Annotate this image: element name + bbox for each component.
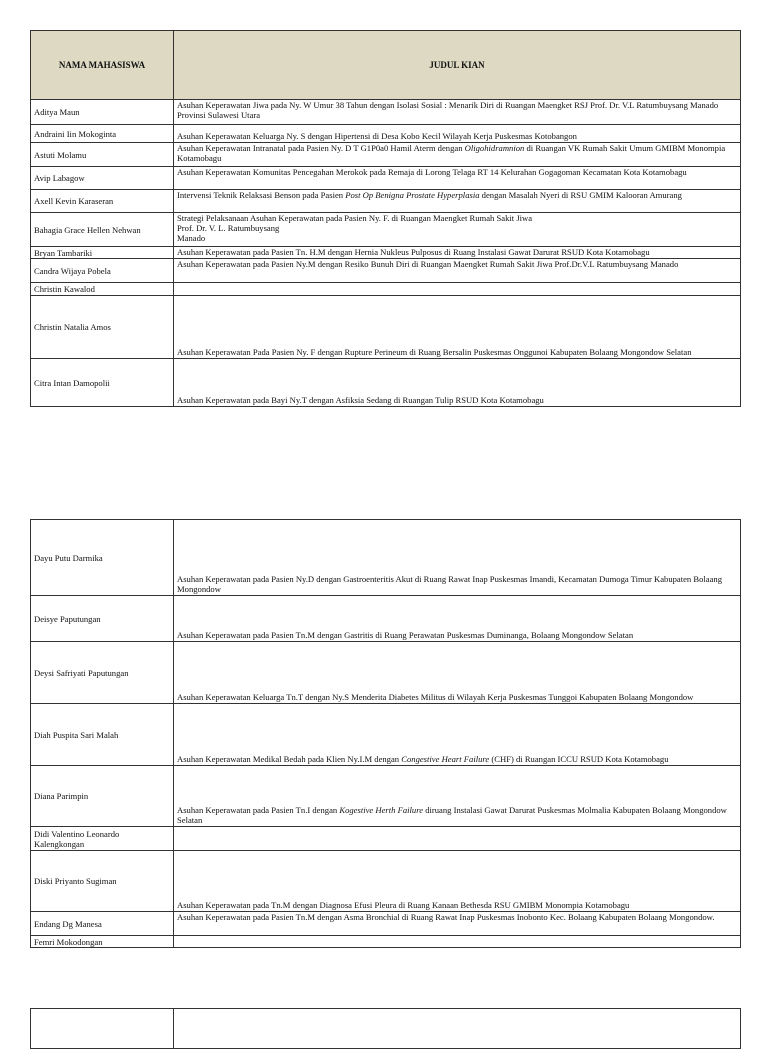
student-name: Bahagia Grace Hellen Nehwan xyxy=(31,213,174,247)
student-name: Diana Parimpin xyxy=(31,766,174,827)
table-row xyxy=(31,143,741,167)
table-row xyxy=(31,259,741,283)
thesis-title: Asuhan Keperawatan Jiwa pada Ny. W Umur 38 Tahun dengan Isolasi Sosial : Menarik Diri di Ruangan Maengket RSJ Prof. Dr. V.L Ratumbuysang Manado Provinsi Sulawesi Utara xyxy=(174,100,741,125)
thesis-title: Asuhan Keperawatan Intranatal pada Pasien Ny. D T G1P0a0 Hamil Aterm dengan Oligohidramnion di Ruangan VK Rumah Sakit Umum GMIBM Monompia Kotamobagu xyxy=(174,143,741,167)
student-name: Aditya Maun xyxy=(31,100,174,125)
thesis-title xyxy=(174,283,741,296)
table-row xyxy=(31,100,741,125)
thesis-title: Asuhan Keperawatan pada Bayi Ny.T dengan Asfiksia Sedang di Ruangan Tulip RSUD Kota Kotamobagu xyxy=(174,359,741,407)
thesis-title xyxy=(174,1009,741,1049)
table-row xyxy=(31,520,741,596)
table-row xyxy=(31,704,741,766)
thesis-title: Asuhan Keperawatan Komunitas Pencegahan Merokok pada Remaja di Lorong Telaga RT 14 Kelurahan Gogagoman Kecamatan Kota Kotamobagu xyxy=(174,167,741,190)
table-row xyxy=(31,247,741,259)
student-name: Diah Puspita Sari Malah xyxy=(31,704,174,766)
thesis-title: Asuhan Keperawatan pada Pasien Tn.M dengan Gastritis di Ruang Perawatan Puskesmas Duminanga, Bolaang Mongondow Selatan xyxy=(174,596,741,642)
table-row xyxy=(31,283,741,296)
table-row xyxy=(31,296,741,359)
student-name: Didi Valentino Leonardo Kalengkongan xyxy=(31,827,174,851)
thesis-title xyxy=(174,936,741,948)
student-name xyxy=(31,1009,174,1049)
student-name: Endang Dg Manesa xyxy=(31,912,174,936)
table-row xyxy=(31,125,741,143)
table-row xyxy=(31,359,741,407)
kian-table-2 xyxy=(30,519,741,948)
thesis-title: Asuhan Keperawatan pada Pasien Tn.I dengan Kogestive Herth Failure diruang Instalasi Gawat Darurat Puskesmas Molmalia Kabupaten Bolaang Mongondow Selatan xyxy=(174,766,741,827)
student-name: Avip Labagow xyxy=(31,167,174,190)
thesis-title: Asuhan Keperawatan pada Pasien Ny.M dengan Resiko Bunuh Diri di Ruangan Maengket Rumah Sakit Jiwa Prof.Dr.V.L Ratumbuysang Manado xyxy=(174,259,741,283)
table-row xyxy=(31,766,741,827)
thesis-title: Asuhan Keperawatan pada Pasien Ny.D dengan Gastroenteritis Akut di Ruang Rawat Inap Puskesmas Imandi, Kecamatan Dumoga Timur Kabupaten Bolaang Mongondow xyxy=(174,520,741,596)
thesis-title: Asuhan Keperawatan Keluarga Tn.T dengan Ny.S Menderita Diabetes Militus di Wilayah Kerja Puskesmas Tunggoi Kabupaten Bolaang Mongondow xyxy=(174,642,741,704)
thesis-title: Asuhan Keperawatan Keluarga Ny. S dengan Hipertensi di Desa Kobo Kecil Wilayah Kerja Puskesmas Kotobangon xyxy=(174,125,741,143)
student-name: Astuti Molamu xyxy=(31,143,174,167)
table-row xyxy=(31,642,741,704)
table-row xyxy=(31,167,741,190)
column-header-title: JUDUL KIAN xyxy=(174,31,741,100)
student-name: Bryan Tambariki xyxy=(31,247,174,259)
student-name: Axell Kevin Karaseran xyxy=(31,190,174,213)
student-name: Citra Intan Damopolii xyxy=(31,359,174,407)
table-row xyxy=(31,213,741,247)
table-row xyxy=(31,936,741,948)
thesis-title: Asuhan Keperawatan Pada Pasien Ny. F dengan Rupture Perineum di Ruang Bersalin Puskesmas Onggunoi Kabupaten Bolaang Mongondow Selatan xyxy=(174,296,741,359)
table-header-row xyxy=(31,31,741,100)
table-row xyxy=(31,827,741,851)
student-name: Dayu Putu Darmika xyxy=(31,520,174,596)
student-name: Andraini Iin Mokoginta xyxy=(31,125,174,143)
thesis-title: Asuhan Keperawatan pada Tn.M dengan Diagnosa Efusi Pleura di Ruang Kanaan Bethesda RSU GMIBM Monompia Kotamobagu xyxy=(174,851,741,912)
student-name: Christin Kawalod xyxy=(31,283,174,296)
thesis-title: Asuhan Keperawatan pada Pasien Tn.M dengan Asma Bronchial di Ruang Rawat Inap Puskesmas Inobonto Kec. Bolaang Kabupaten Bolaang Mongondow. xyxy=(174,912,741,936)
student-name: Diski Priyanto Sugiman xyxy=(31,851,174,912)
thesis-title: Intervensi Teknik Relaksasi Benson pada Pasien Post Op Benigna Prostate Hyperplasia dengan Masalah Nyeri di RSU GMIM Kalooran Amurang xyxy=(174,190,741,213)
kian-table-1 xyxy=(30,30,741,407)
student-name: Deisye Paputungan xyxy=(31,596,174,642)
table-row xyxy=(31,851,741,912)
student-name: Christin Natalia Amos xyxy=(31,296,174,359)
thesis-title xyxy=(174,827,741,851)
table-row xyxy=(31,596,741,642)
student-name: Candra Wijaya Pobela xyxy=(31,259,174,283)
table-row xyxy=(31,1009,741,1049)
table-row xyxy=(31,912,741,936)
thesis-title: Asuhan Keperawatan Medikal Bedah pada Klien Ny.I.M dengan Congestive Heart Failure (CHF) di Ruangan ICCU RSUD Kota Kotamobagu xyxy=(174,704,741,766)
student-name: Femri Mokodongan xyxy=(31,936,174,948)
column-header-name: NAMA MAHASISWA xyxy=(31,31,174,100)
thesis-title: Strategi Pelaksanaan Asuhan Keperawatan pada Pasien Ny. F. di Ruangan Maengket Rumah Sakit Jiwa Prof. Dr. V. L. Ratumbuysang Manado xyxy=(174,213,741,247)
table-row xyxy=(31,190,741,213)
student-name: Deysi Safriyati Paputungan xyxy=(31,642,174,704)
thesis-title: Asuhan Keperawatan pada Pasien Tn. H.M dengan Hernia Nukleus Pulposus di Ruang Instalasi Gawat Darurat RSUD Kota Kotamobagu xyxy=(174,247,741,259)
kian-table-3 xyxy=(30,1008,741,1049)
